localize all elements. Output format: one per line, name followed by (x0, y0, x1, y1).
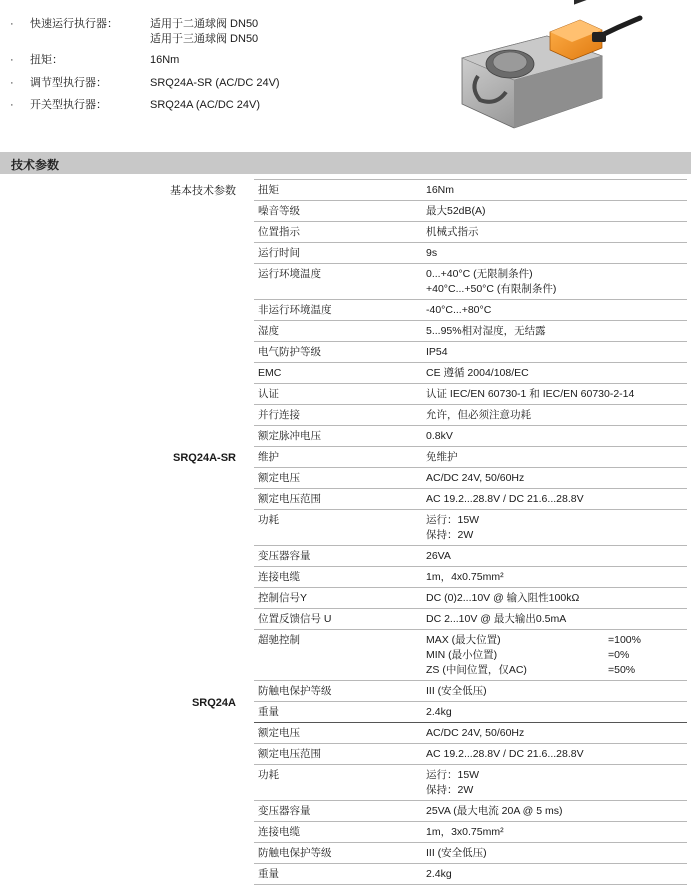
param-name: 并行连接 (254, 405, 422, 426)
param-name: 防触电保护等级 (254, 843, 422, 864)
param-value-line: 保持：2W (426, 529, 474, 541)
feature-value: SRQ24A (AC/DC 24V) (150, 99, 261, 111)
param-name: 重量 (254, 702, 422, 723)
bullet: · (10, 18, 14, 30)
section-title: 技术参数 (11, 158, 60, 172)
param-value (422, 363, 687, 384)
param-value (422, 405, 687, 426)
param-value-line (426, 663, 687, 678)
param-name: 防触电保护等级 (254, 681, 422, 702)
table-row (254, 630, 687, 681)
param-name: 额定电压范围 (254, 489, 422, 510)
param-name: 电气防护等级 (254, 342, 422, 363)
override-mode: MIN (最小位置) (426, 649, 498, 661)
bullet: · (10, 54, 14, 66)
param-value (422, 723, 687, 744)
table-row (254, 201, 687, 222)
section-header-tech-params (0, 152, 691, 174)
table-row (254, 609, 687, 630)
table-row (254, 363, 687, 384)
param-value-line: +40°C...+50°C (有限制条件) (426, 283, 557, 295)
group-label-srq24a-sr: SRQ24A-SR (173, 452, 236, 464)
param-value (422, 609, 687, 630)
param-value-line: III (安全低压) (426, 685, 487, 697)
param-value-line: 允许，但必须注意功耗 (426, 409, 531, 421)
param-name: 扭矩 (254, 180, 422, 201)
param-value (422, 447, 687, 468)
param-value-line (426, 648, 687, 663)
param-value-line: III (安全低压) (426, 847, 487, 859)
param-value-line: 0...+40°C (无限制条件) (426, 268, 533, 280)
param-value-line: 最大52dB(A) (426, 205, 486, 217)
table-row (254, 405, 687, 426)
feature-label: 开关型执行器： (30, 99, 107, 111)
feature-label: 扭矩： (30, 54, 63, 66)
param-name: 位置反馈信号 U (254, 609, 422, 630)
feature-value: 16Nm (150, 54, 180, 66)
param-name: 额定电压范围 (254, 744, 422, 765)
param-value-line (426, 633, 687, 648)
param-value (422, 426, 687, 447)
param-value (422, 630, 687, 681)
param-name: 额定脉冲电压 (254, 426, 422, 447)
param-name: 功耗 (254, 765, 422, 801)
group-label-srq24a: SRQ24A (191, 697, 236, 709)
feature-label: 调节型执行器： (30, 77, 107, 89)
table-row (254, 222, 687, 243)
feature-value: SRQ24A-SR (AC/DC 24V) (150, 77, 280, 89)
override-mode: MAX (最大位置) (426, 634, 501, 646)
param-value-line: 免维护 (426, 451, 458, 463)
feature-value: 适用于三通球阀 DN50 (150, 33, 259, 45)
table-row (254, 243, 687, 264)
param-value-line: AC 19.2...28.8V / DC 21.6...28.8V (426, 493, 584, 505)
param-value (422, 567, 687, 588)
param-value (422, 300, 687, 321)
actuator-product-image (452, 6, 652, 132)
param-value-line: 25VA (最大电流 20A @ 5 ms) (426, 805, 563, 817)
param-value (422, 342, 687, 363)
param-value-line: 1m，3x0.75mm² (426, 826, 504, 838)
param-name: 功耗 (254, 510, 422, 546)
table-row (254, 702, 687, 723)
param-value-line: 9s (426, 247, 438, 259)
bullet: · (10, 77, 14, 89)
param-value (422, 510, 687, 546)
group-label-basic: 基本技术参数 (170, 185, 236, 197)
param-name: 连接电缆 (254, 567, 422, 588)
table-row (254, 723, 687, 744)
param-name: 变压器容量 (254, 546, 422, 567)
param-name: 维护 (254, 447, 422, 468)
param-value (422, 468, 687, 489)
table-row (254, 447, 687, 468)
table-row (254, 342, 687, 363)
param-value-line: 机械式指示 (426, 226, 479, 238)
param-name: 控制信号Y (254, 588, 422, 609)
table-row (254, 843, 687, 864)
param-value (422, 264, 687, 300)
feature-label: 快速运行执行器： (30, 18, 118, 30)
table-row (254, 546, 687, 567)
param-name: 非运行环境温度 (254, 300, 422, 321)
param-value (422, 801, 687, 822)
table-row (254, 300, 687, 321)
param-value (422, 243, 687, 264)
param-value (422, 588, 687, 609)
param-value-line: IP54 (426, 346, 448, 358)
param-value-line: 运行：15W (426, 769, 480, 781)
override-mode: ZS (中间位置，仅AC) (426, 664, 527, 676)
param-value (422, 384, 687, 405)
table-row (254, 765, 687, 801)
param-name: 认证 (254, 384, 422, 405)
param-value (422, 546, 687, 567)
param-value (422, 321, 687, 342)
table-row (254, 822, 687, 843)
param-value-line: 5...95%相对湿度，无结露 (426, 325, 546, 337)
tech-params-table (254, 179, 687, 885)
feature-value: 适用于二通球阀 DN50 (150, 18, 259, 30)
param-value-line: 2.4kg (426, 868, 452, 880)
param-name: 额定电压 (254, 723, 422, 744)
table-row (254, 384, 687, 405)
param-value (422, 681, 687, 702)
param-value (422, 864, 687, 885)
param-value-line: 1m，4x0.75mm² (426, 571, 504, 583)
param-value-line: DC 2...10V @ 最大输出0.5mA (426, 613, 567, 625)
param-name: 重量 (254, 864, 422, 885)
param-value-line: 0.8kV (426, 430, 453, 442)
param-value (422, 702, 687, 723)
override-position: =50% (608, 664, 636, 676)
table-row (254, 321, 687, 342)
param-value-line: CE 遵循 2004/108/EC (426, 367, 529, 379)
override-position: =0% (608, 649, 630, 661)
param-name: 变压器容量 (254, 801, 422, 822)
param-name: 运行环境温度 (254, 264, 422, 300)
table-row (254, 681, 687, 702)
table-row (254, 264, 687, 300)
override-position: =100% (608, 634, 641, 646)
param-value-line: 16Nm (426, 184, 455, 196)
param-name: 连接电缆 (254, 822, 422, 843)
table-row (254, 801, 687, 822)
param-value (422, 201, 687, 222)
param-value (422, 822, 687, 843)
param-value (422, 222, 687, 243)
table-row (254, 510, 687, 546)
param-value (422, 744, 687, 765)
param-value-line: 保持：2W (426, 784, 474, 796)
param-value-line: -40°C...+80°C (426, 304, 492, 316)
param-value-line: AC/DC 24V, 50/60Hz (426, 472, 525, 484)
param-value (422, 765, 687, 801)
table-row (254, 489, 687, 510)
param-name: 湿度 (254, 321, 422, 342)
param-value-line: AC/DC 24V, 50/60Hz (426, 727, 525, 739)
param-value-line: DC (0)2...10V @ 输入阻性100kΩ (426, 592, 580, 604)
bullet: · (10, 99, 14, 111)
table-row (254, 744, 687, 765)
param-value-line: AC 19.2...28.8V / DC 21.6...28.8V (426, 748, 584, 760)
param-value-line: 认证 IEC/EN 60730-1 和 IEC/EN 60730-2-14 (426, 388, 635, 400)
table-row (254, 567, 687, 588)
param-value-line: 26VA (426, 550, 451, 562)
param-value (422, 489, 687, 510)
param-name: 噪音等级 (254, 201, 422, 222)
param-value-line: 运行：15W (426, 514, 480, 526)
table-row (254, 180, 687, 201)
table-row (254, 468, 687, 489)
param-value (422, 843, 687, 864)
param-value-line: 2.4kg (426, 706, 452, 718)
table-row (254, 588, 687, 609)
feature-summary (0, 0, 691, 150)
param-name: EMC (254, 363, 422, 384)
param-name: 额定电压 (254, 468, 422, 489)
param-value (422, 180, 687, 201)
param-name: 超驰控制 (254, 630, 422, 681)
table-row (254, 426, 687, 447)
param-name: 运行时间 (254, 243, 422, 264)
table-row (254, 864, 687, 885)
param-name: 位置指示 (254, 222, 422, 243)
